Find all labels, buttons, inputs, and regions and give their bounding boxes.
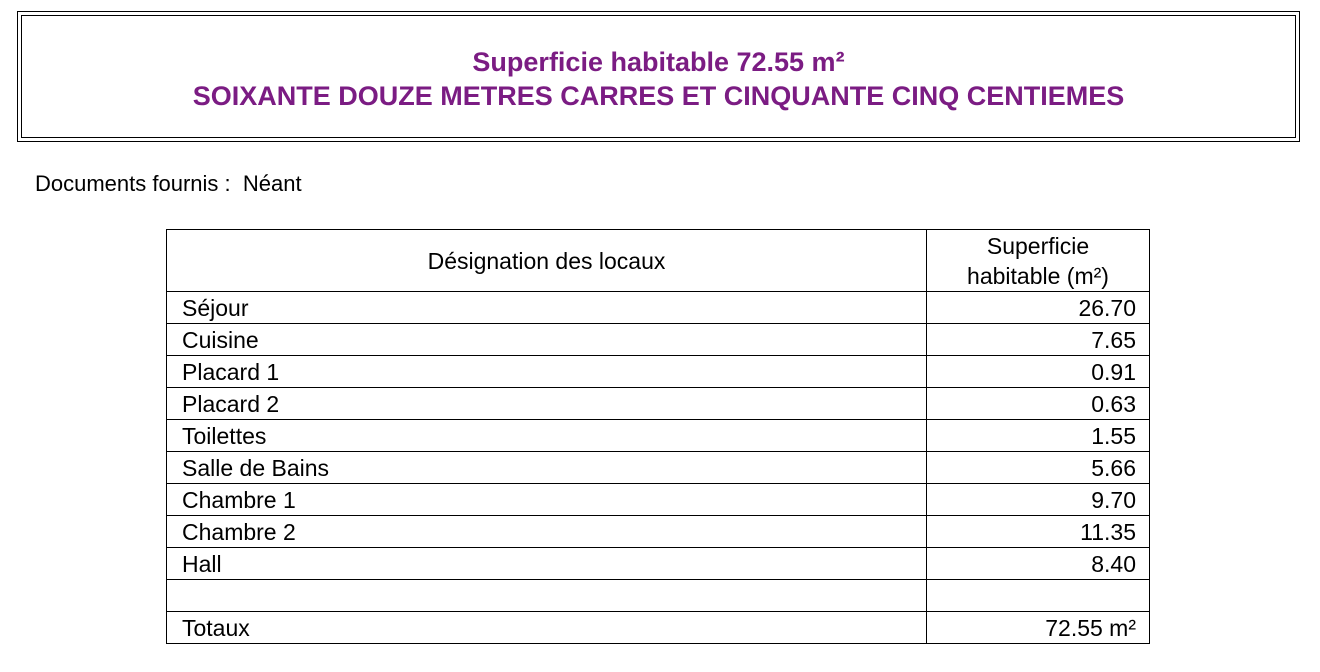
table-row (167, 388, 1150, 420)
rooms-area-table (166, 229, 1150, 644)
table-row (167, 516, 1150, 548)
room-name: Cuisine (167, 324, 927, 356)
total-label: Totaux (167, 612, 927, 644)
room-area: 26.70 (927, 292, 1150, 324)
table-header-row (167, 230, 1150, 292)
table-row (167, 292, 1150, 324)
room-name: Placard 2 (167, 388, 927, 420)
title-box-inner (21, 15, 1296, 138)
room-area: 0.63 (927, 388, 1150, 420)
room-name: Salle de Bains (167, 452, 927, 484)
table-row (167, 420, 1150, 452)
table-row (167, 548, 1150, 580)
room-area: 1.55 (927, 420, 1150, 452)
title-surface-in-words: SOIXANTE DOUZE METRES CARRES ET CINQUANTE CINQ CENTIEMES (192, 80, 1125, 111)
room-name: Toilettes (167, 420, 927, 452)
header-area-line1: Superficie (986, 232, 1090, 259)
documents-provided (35, 170, 302, 198)
header-designation: Désignation des locaux (167, 230, 927, 292)
room-name: Hall (167, 548, 927, 580)
table-total-row (167, 612, 1150, 644)
room-area: 5.66 (927, 452, 1150, 484)
documents-label: Documents fournis : (35, 171, 231, 196)
room-name: Placard 1 (167, 356, 927, 388)
room-area: 7.65 (927, 324, 1150, 356)
total-value: 72.55 m² (927, 612, 1150, 644)
table-row (167, 484, 1150, 516)
header-area-line2: habitable (m²) (967, 262, 1109, 289)
table-row (167, 356, 1150, 388)
title-box (17, 11, 1300, 142)
room-area: 8.40 (927, 548, 1150, 580)
title-surface: Superficie habitable 72.55 m² (472, 46, 845, 77)
room-name (167, 580, 927, 612)
room-name: Chambre 2 (167, 516, 927, 548)
room-area: 0.91 (927, 356, 1150, 388)
room-name: Chambre 1 (167, 484, 927, 516)
room-area (927, 580, 1150, 612)
documents-value: Néant (242, 171, 302, 196)
room-area: 11.35 (927, 516, 1150, 548)
table-row (167, 324, 1150, 356)
room-name: Séjour (167, 292, 927, 324)
header-area (927, 230, 1150, 292)
room-area: 9.70 (927, 484, 1150, 516)
table-row (167, 452, 1150, 484)
table-row-empty (167, 580, 1150, 612)
